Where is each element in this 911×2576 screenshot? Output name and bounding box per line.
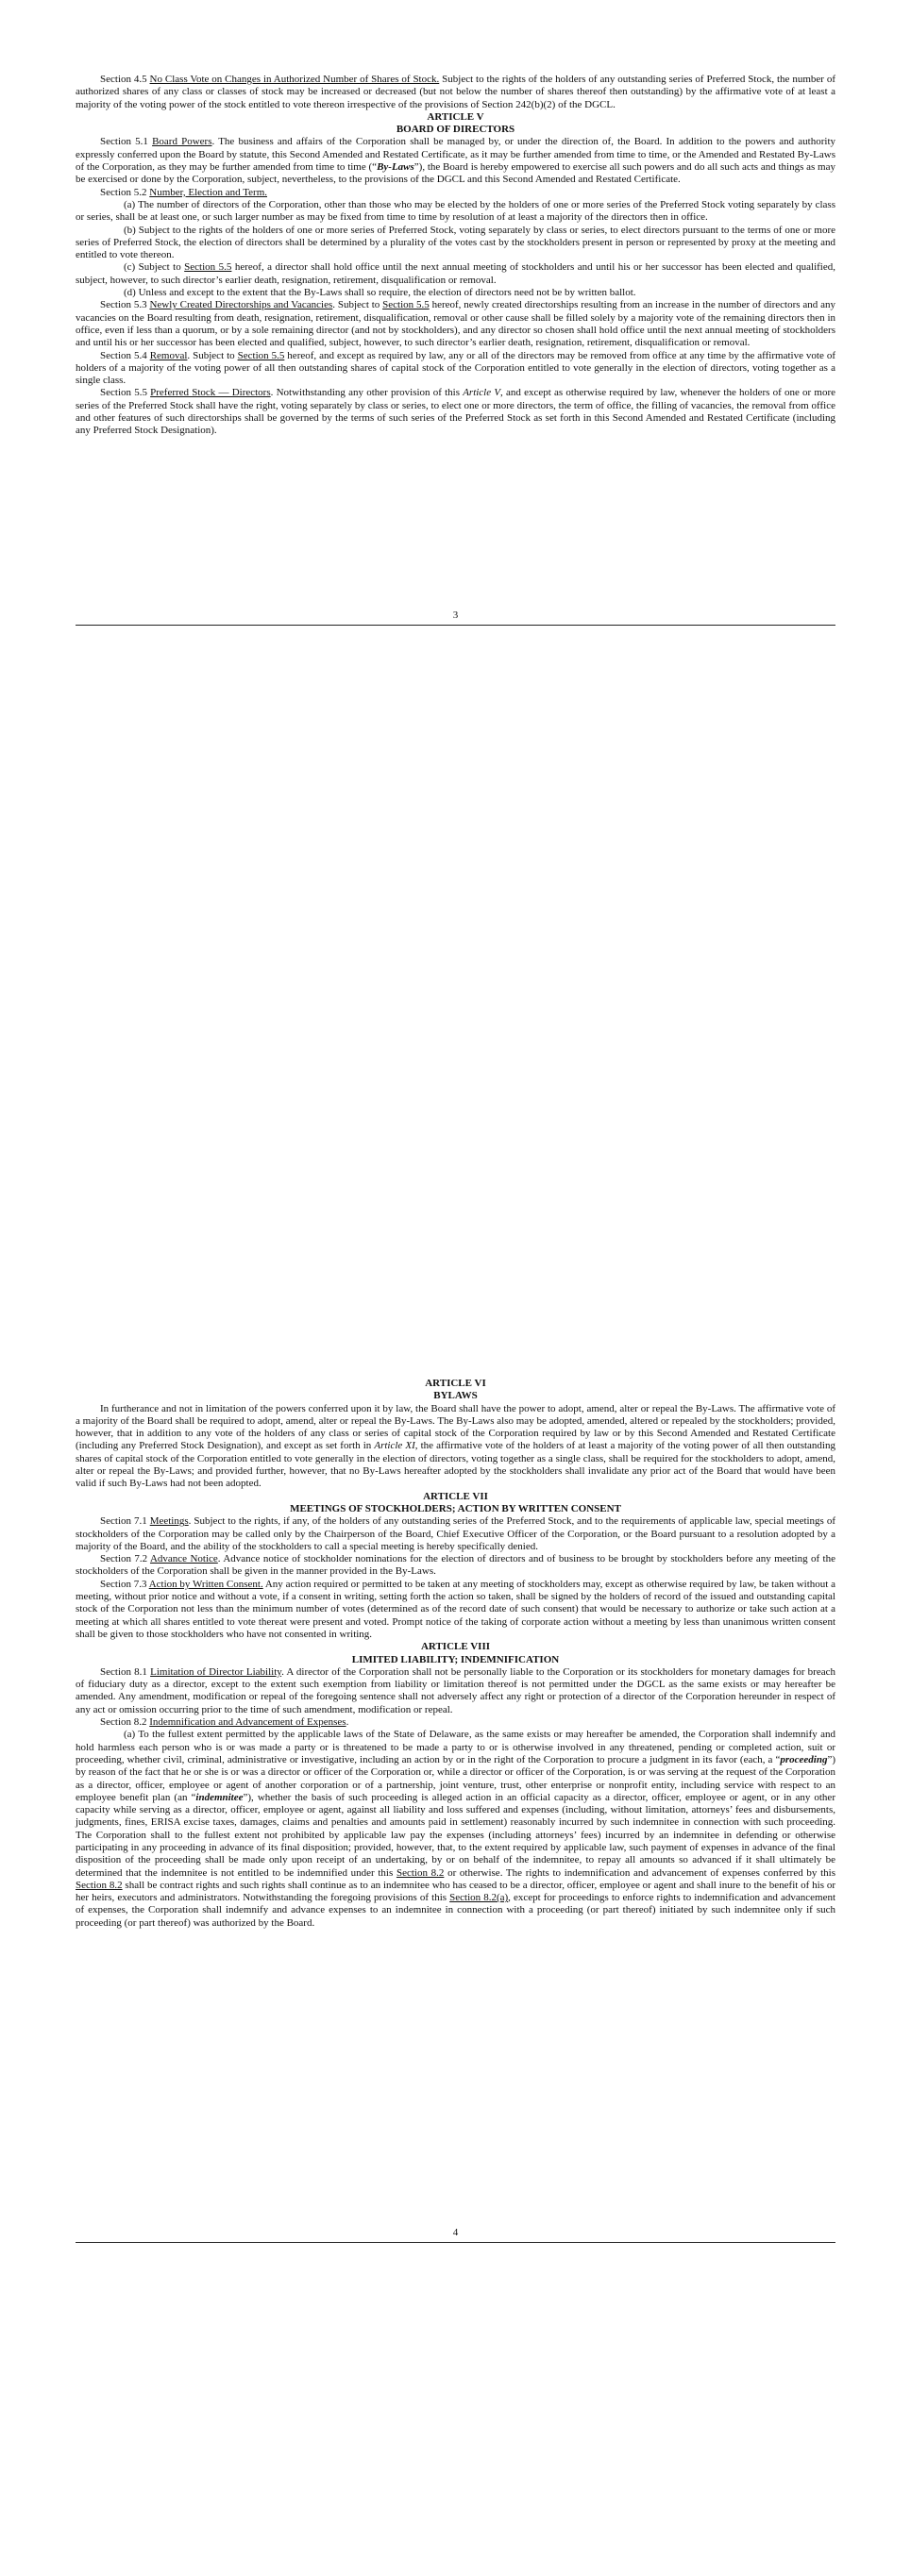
article-v-heading: ARTICLE V: [427, 110, 484, 123]
page-3-body: [76, 74, 835, 438]
section-5-2-b: (b) Subject to the rights of the holders of one or more series of Preferred Stock, voting separately by class or series, to elect directors pursuant to the terms of one or more series of Preferred Stock, the election of directors shall be determined by a plurality of the votes cast by the stockholders present in person or represented by proxy at the meeting and entitled to vote thereon.: [76, 224, 835, 261]
ref-section-5-5[interactable]: Section 5.5: [184, 261, 232, 274]
section-8-2-a: (a) To the fullest extent permitted by the applicable laws of the State of Delaware, as the same exists or may hereafter be amended, the Corporation shall indemnify and hold harmless each person who is or was made a party or is threatened to be made a party to or is otherwise involved in any threatened, pending or completed action, suit or proceeding, whether civil, criminal, administrative or investigative, including an action by or in the right of the Corporation to procure a judgment in its favor (each, a “proceeding”) by reason of the fact that he or she is or was a director or officer of the Corporation or, while a director or officer of the Corporation, is or was serving at the request of the Corporation as a director, officer, employee or agent of another corporation or of a partnership, joint venture, trust, other enterprise or nonprofit entity, including service with respect to an employee benefit plan (an “indemnitee”), whether the basis of such proceeding is alleged action in an official capacity as a director, officer, employee or agent, or in any other capacity while serving as a director, officer, employee or agent, against all liability and loss suffered and expenses (including, without limitation, attorneys’ fees and disbursements, judgments, fines, ERISA excise taxes, damages, claims and penalties and amounts paid in settlement) reasonably incurred by such indemnitee in connection with such proceeding. The Corporation shall to the fullest extent not prohibited by applicable law pay the expenses (including attorneys’ fees) incurred by an indemnitee in defending or otherwise participating in any proceeding in advance of its final disposition; provided, however, that, to the extent required by applicable law, such payment of expenses in advance of the final disposition of the proceeding shall be made only upon receipt of an undertaking, by or on behalf of the indemnitee, to repay all amounts so advanced if it shall ultimately be determined that the indemnitee is not entitled to be indemnified under this Section 8.2 or otherwise. The rights to indemnification and advancement of expenses conferred by this Section 8.2 shall be contract rights and such rights shall continue as to an indemnitee who has ceased to be a director, officer, employee or agent and shall inure to the benefit of his or her heirs, executors and administrators. Notwithstanding the foregoing provisions of this Section 8.2(a), except for proceedings to enforce rights to indemnification and advancement of expenses, the Corporation shall indemnify and advance expenses to an indemnitee in connection with a proceeding (or part thereof) initiated by such indemnitee only if such proceeding (or part thereof) was authorized by the Board.: [76, 1729, 836, 1929]
article-vii-title: MEETINGS OF STOCKHOLDERS; ACTION BY WRITTEN CONSENT: [290, 1502, 621, 1514]
section-8-1: Section 8.1 Limitation of Director Liability. A director of the Corporation shall not be personally liable to the Corporation or its stockholders for monetary damages for breach of fiduciary duty as a director, except to the extent such exemption from liability or limitation thereof is not permitted under the DGCL as the same exists or may hereafter be amended. Any amendment, modification or repeal of the foregoing sentence shall not adversely affect any right or protection of a director of the Corporation hereunder in respect of any act or omission occurring prior to the time of such amendment, modification or repeal.: [76, 1665, 835, 1715]
section-5-4-title: Removal: [149, 349, 188, 361]
defined-term-proceeding: proceeding: [780, 1753, 828, 1765]
article-viii-title: LIMITED LIABILITY; INDEMNIFICATION: [351, 1653, 560, 1665]
page-rule: [76, 625, 835, 626]
defined-term-bylaws: By-Laws: [377, 161, 414, 174]
section-5-2-title: Number, Election and Term.: [149, 186, 267, 198]
section-5-2-c: (c) Subject to Section 5.5 hereof, a director shall hold office until the next annual meeting of stockholders and until his or her successor has been elected and qualified, subject, however, to such director’s earlier death, resignation, retirement, disqualification or removal.: [76, 261, 835, 286]
ref-section-8-2-a[interactable]: Section 8.2(a): [449, 1892, 509, 1904]
ref-article-v: Article V: [463, 387, 501, 399]
section-4-5-title: No Class Vote on Changes in Authorized Number of Shares of Stock.: [149, 74, 440, 85]
section-7-2-title: Advance Notice: [149, 1553, 218, 1565]
section-7-3: Section 7.3 Action by Written Consent. Any action required or permitted to be taken at any meeting of stockholders may, except as otherwise required by law, be taken without a meeting, without prior notice and without a vote, if a consent in writing, setting forth the action so taken, shall be signed by the holders of record of the issued and outstanding capital stock of the Corporation not less than the minimum number of votes (determined as of the record date of such consent) that would be necessary to authorize or take such action at a meeting at which all shares entitled to vote thereat were present and voted. Prompt notice of the taking of corporate action without a meeting by less than unanimous written consent shall be given to those stockholders who have not consented in writing.: [76, 1578, 836, 1640]
section-5-4: Section 5.4 Removal. Subject to Section 5.5 hereof, and except as required by law, any or all of the directors may be removed from office at any time by the affirmative vote of holders of a majority of the voting power of all then outstanding shares of capital stock of the Corporation entitled to vote generally in the election of directors, voting together as a single class.: [76, 349, 835, 387]
article-viii-heading: ARTICLE VIII: [420, 1641, 491, 1653]
section-5-2-d: (d) Unless and except to the extent that the By-Laws shall so require, the election of directors need not be by written ballot.: [124, 287, 636, 299]
article-vii-heading: ARTICLE VII: [423, 1490, 488, 1502]
ref-section-5-5[interactable]: Section 5.5: [382, 299, 430, 311]
section-8-2-title: Indemnification and Advancement of Expenses: [149, 1716, 346, 1729]
section-8-1-title: Limitation of Director Liability: [150, 1665, 282, 1678]
article-vi-text: In furtherance and not in limitation of the powers conferred upon it by law, the Board shall have the power to adopt, amend, alter or repeal the By-Laws. The affirmative vote of a majority of the Board shall be required to adopt, amend, alter or repeal the By-Laws. The By-Laws also may be adopted, amended, altered or repealed by the stockholders; provided, however, that in addition to any vote of the holders of any class or series of capital stock of the Corporation required by law or by this Second Amended and Restated Certificate (including any Preferred Stock Designation), and except as set forth in Article XI, the affirmative vote of the holders of at least a majority of the voting power of all then outstanding shares of capital stock of the Corporation entitled to vote generally in the election of directors, voting together as a single class, shall be required for the stockholders to adopt, amend, alter or repeal the By-Laws; and provided further, however, that no By-Laws hereafter adopted by the stockholders shall invalidate any prior act of the Board that would have been valid if such By-Laws had not been adopted.: [76, 1402, 835, 1490]
section-5-3-title: Newly Created Directorships and Vacancies: [149, 299, 333, 311]
ref-section-8-2[interactable]: Section 8.2: [76, 1879, 123, 1891]
section-5-1: Section 5.1 Board Powers. The business and affairs of the Corporation shall be managed by, or under the direction of, the Board. In addition to the powers and authority expressly conferred upon the Board by statute, this Second Amended and Restated Certificate, as it may be further amended from time to time, or the Amended and Restated By-Laws of the Corporation, as they may be further amended from time to time (“By-Laws”), the Board is hereby empowered to exercise all such powers and do all such acts and things as may be exercised or done by the Corporation, subject, nevertheless, to the provisions of the DGCL and this Second Amended and Restated Certificate.: [76, 136, 836, 186]
section-5-2-a: (a) The number of directors of the Corporation, other than those who may be elected by the holders of one or more series of the Preferred Stock voting separately by class or series, shall be at least one, or such larger number as may be fixed from time to time by resolution of at least a majority of the directors then in office.: [76, 198, 835, 224]
page-number: 3: [452, 610, 459, 621]
section-5-1-title: Board Powers: [152, 136, 212, 148]
section-7-1-title: Meetings: [149, 1515, 189, 1528]
article-vi-heading: ARTICLE VI: [425, 1378, 486, 1389]
section-5-2-heading: Section 5.2 Number, Election and Term.: [100, 186, 267, 198]
ref-section-8-2[interactable]: Section 8.2: [396, 1866, 445, 1879]
page-number: 4: [452, 2227, 459, 2238]
article-vi-title: BYLAWS: [433, 1390, 478, 1402]
section-5-5-title: Preferred Stock — Directors: [150, 387, 271, 399]
section-5-3: Section 5.3 Newly Created Directorships and Vacancies. Subject to Section 5.5 hereof, newly created directorships resulting from an increase in the number of directors and any vacancies on the Board resulting from death, resignation, retirement, disqualification, removal or other cause shall be filled solely by a majority vote of the remaining directors then in office, even if less than a quorum, or by a sole remaining director (and not by stockholders), and any director so chosen shall hold office until the next annual meeting of stockholders and until his or her successor has been elected and qualified, subject, however, to such director’s earlier death, resignation, retirement, disqualification or removal.: [76, 299, 835, 349]
article-v-title: BOARD OF DIRECTORS: [396, 124, 515, 136]
ref-section-5-5[interactable]: Section 5.5: [237, 349, 285, 361]
page-rule: [76, 2242, 835, 2243]
section-4-5: Section 4.5 No Class Vote on Changes in Authorized Number of Shares of Stock. Subject to the rights of the holders of any outstanding series of Preferred Stock, the number of authorized shares of any class or classes of stock may be increased or decreased (but not below the number of shares thereof then outstanding) by the affirmative vote of at least a majority of the voting power of the stock entitled to vote thereon irrespective of the provisions of Section 242(b)(2) of the DGCL.: [76, 74, 835, 110]
section-7-2: Section 7.2 Advance Notice. Advance notice of stockholder nominations for the election of directors and of business to be brought by stockholders before any meeting of the stockholders of the Corporation shall be given in the manner provided in the By-Laws.: [76, 1553, 835, 1578]
defined-term-indemnitee: indemnitee: [195, 1791, 244, 1803]
section-8-2-heading: Section 8.2 Indemnification and Advancement of Expenses.: [100, 1716, 349, 1729]
section-7-3-title: Action by Written Consent.: [148, 1578, 263, 1590]
section-7-1: Section 7.1 Meetings. Subject to the rights, if any, of the holders of any outstanding series of the Preferred Stock, and to the requirements of applicable law, special meetings of stockholders of the Corporation may be called only by the Chairperson of the Board, Chief Executive Officer of the Corporation, or the Board pursuant to a resolution adopted by a majority of the Board, and the ability of the stockholders to call a special meeting is hereby specifically denied.: [76, 1515, 835, 1552]
ref-article-xi: Article XI: [374, 1440, 415, 1452]
page-4-body: [76, 1378, 835, 1930]
section-5-5: Section 5.5 Preferred Stock — Directors. Notwithstanding any other provision of this Article V, and except as otherwise required by law, whenever the holders of one or more series of the Preferred Stock shall have the right, voting separately by class or series, to elect one or more directors, the term of office, the filling of vacancies, the removal from office and other features of such directorships shall be governed by the terms of such series of the Preferred Stock as set forth in this Second Amended and Restated Certificate (including any Preferred Stock Designation).: [76, 387, 835, 437]
